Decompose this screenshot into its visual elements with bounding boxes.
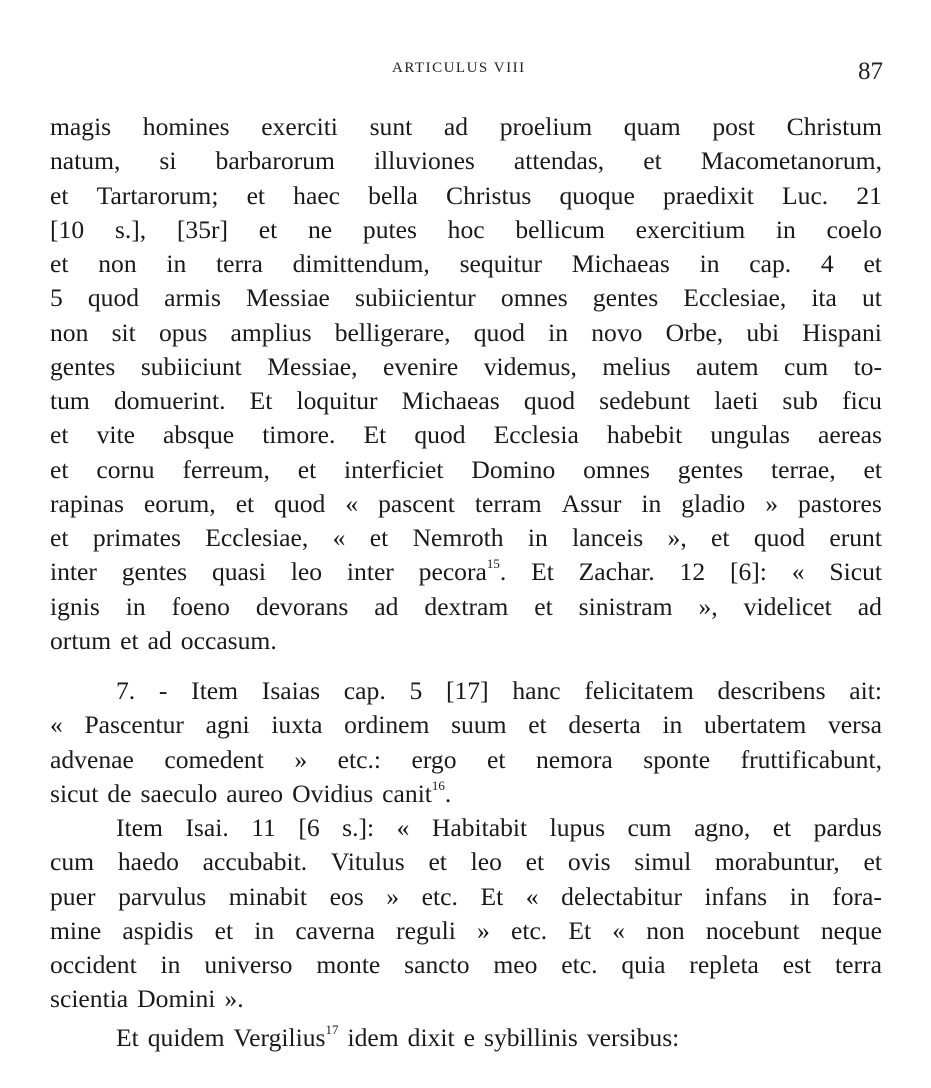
paragraph (50, 811, 882, 1017)
paragraph (50, 674, 882, 811)
text-line: magis homines exerciti sunt ad proelium quam post Christum (50, 112, 882, 141)
running-head: ARTICULUS VIII (392, 60, 526, 76)
text-line: ortum et ad occasum. (50, 625, 277, 655)
body-text (50, 110, 882, 1055)
text-line: sicut de saeculo aureo Ovidius canit$^{16}$. (50, 777, 452, 808)
text-line: occident in universo monte sancto meo etc. quia repleta est terra (50, 950, 882, 979)
text-line: et non in terra dimittendum, sequitur Michaeas in cap. 4 et (50, 249, 882, 278)
text-line: puer parvulus minabit eos » etc. Et « delectabitur infans in fora- (50, 881, 882, 911)
text-line: natum, si barbarorum illuviones attendas, et Macometanorum, (50, 146, 882, 176)
text-line: tum domuerint. Et loquitur Michaeas quod sedebunt laeti sub ficu (50, 386, 882, 415)
text-line: et cornu ferreum, et interficiet Domino omnes gentes terrae, et (50, 454, 882, 484)
text-line: scientia Domini ». (50, 984, 244, 1014)
text-line: inter gentes quasi leo inter pecora$^{15}$. Et Zachar. 12 [6]: « Sicut (50, 556, 882, 587)
text-line: Item Isai. 11 [6 s.]: « Habitabit lupus cum agno, et pardus (116, 813, 882, 842)
paragraph (50, 1021, 882, 1055)
text-line: et vite absque timore. Et quod Ecclesia habebit ungulas aereas (50, 420, 882, 450)
paragraph (50, 110, 882, 658)
text-line: mine aspidis et in caverna reguli » etc. Et « non nocebunt neque (50, 915, 882, 945)
text-line: 5 quod armis Messiae subiicientur omnes gentes Ecclesiae, ita ut (50, 283, 882, 313)
text-line: gentes subiiciunt Messiae, evenire videmus, melius autem cum to- (50, 351, 882, 381)
text-line: advenae comedent » etc.: ergo et nemora sponte fruttificabunt, (50, 744, 882, 774)
text-line: et Tartarorum; et haec bella Christus quoque praedixit Luc. 21 (50, 180, 882, 210)
text-line: [10 s.], [35r] et ne putes hoc bellicum exercitium in coelo (50, 214, 882, 244)
text-line: rapinas eorum, et quod « pascent terram Assur in gladio » pastores (50, 488, 882, 518)
text-line: « Pascentur agni iuxta ordinem suum et deserta in ubertatem versa (50, 710, 882, 740)
text-line: ignis in foeno devorans ad dextram et sinistram », videlicet ad (50, 591, 882, 621)
text-line: 7. - Item Isaias cap. 5 [17] hanc felicitatem describens ait: (116, 676, 882, 705)
text-line: cum haedo accubabit. Vitulus et leo et ovis simul morabuntur, et (50, 847, 882, 877)
text-line: et primates Ecclesiae, « et Nemroth in lanceis », et quod erunt (50, 523, 882, 552)
text-line: non sit opus amplius belligerare, quod in novo Orbe, ubi Hispani (50, 317, 882, 347)
page-number: 87 (858, 58, 883, 85)
text-line: Et quidem Vergilius$^{17}$ idem dixit e sybillinis versibus: (116, 1021, 680, 1052)
